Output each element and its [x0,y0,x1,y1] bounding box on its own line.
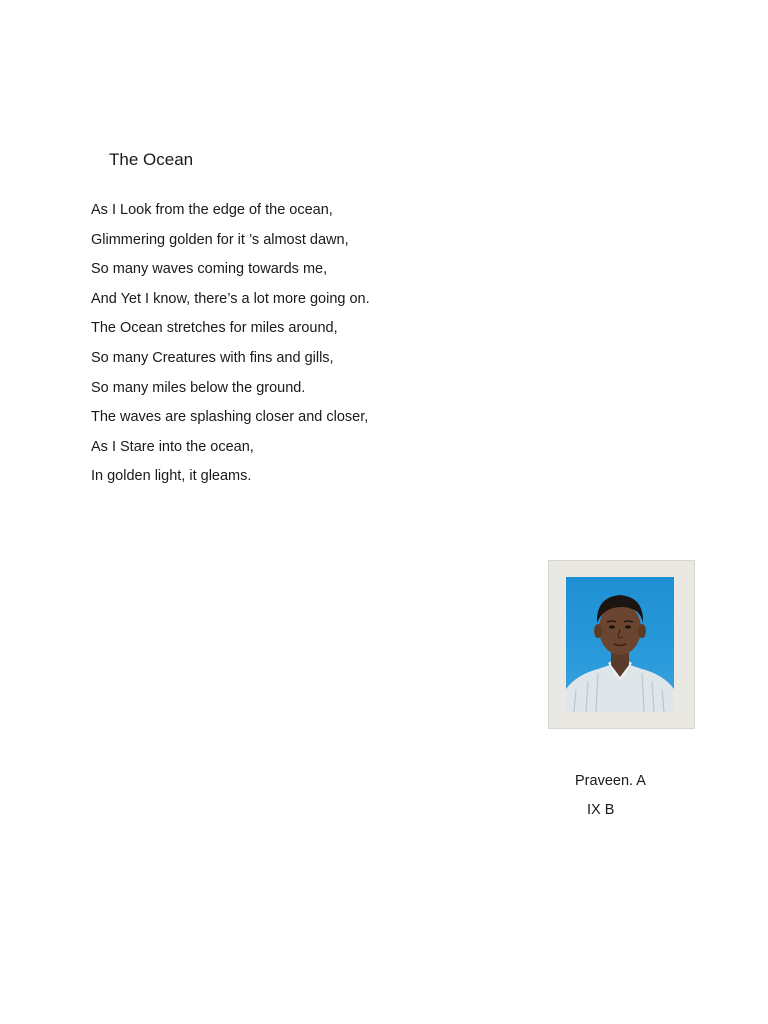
poem-line: The Ocean stretches for miles around, [91,320,338,337]
poem-title: The Ocean [109,150,194,169]
portrait-illustration [566,577,674,712]
poem-line: So many waves coming towards me, [91,261,328,278]
poem-line: So many Creatures with fins and gills, [91,349,334,366]
author-portrait [566,577,674,712]
poem-line: As I Look from the edge of the ocean, [91,202,333,218]
poem-line: In golden light, it gleams. [91,468,252,485]
author-name: Praveen. A [575,773,646,789]
poem-line: So many miles below the ground. [91,379,306,396]
poem-line: And Yet I know, there’s a lot more going on. [91,290,370,307]
poem-body [91,198,370,494]
author-photo [548,560,695,729]
poem-line: The waves are splashing closer and closer, [91,409,369,426]
author-class: IX B [587,802,615,818]
poem-line: Glimmering golden for it ’s almost dawn, [91,231,349,248]
poem-line: As I Stare into the ocean, [91,438,254,455]
